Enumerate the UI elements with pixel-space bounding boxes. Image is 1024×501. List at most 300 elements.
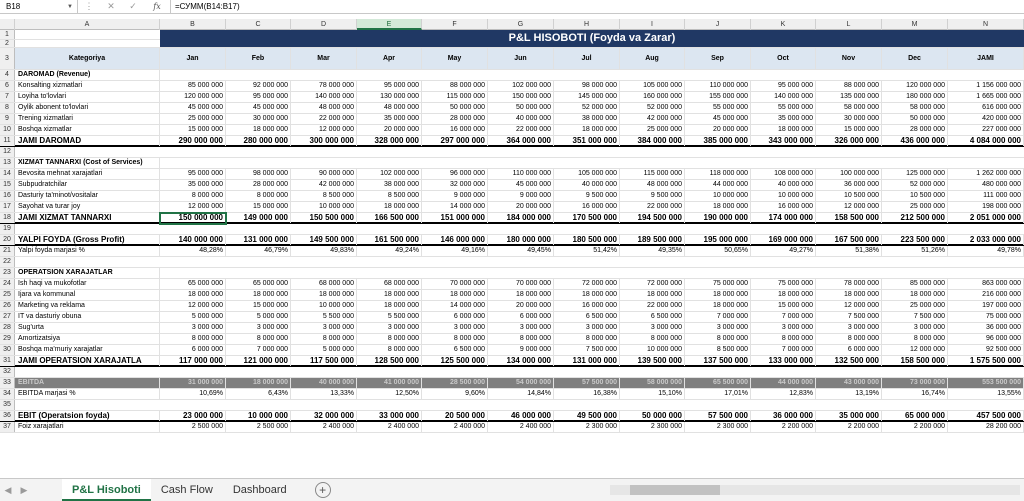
column-header-N[interactable]: N: [948, 19, 1024, 30]
cell-N[interactable]: 1 156 000 000: [948, 81, 1024, 91]
cell-N[interactable]: 1 575 500 000: [948, 356, 1024, 366]
cell-E[interactable]: 166 500 000: [357, 213, 422, 223]
cell-F[interactable]: 8 000 000: [422, 334, 488, 344]
cell-G[interactable]: 40 000 000: [488, 114, 554, 124]
column-header-E[interactable]: E: [357, 19, 422, 30]
cell-A[interactable]: EBITDA marjasi %: [15, 389, 160, 399]
cell-L[interactable]: 10 500 000: [816, 191, 882, 201]
cell-L[interactable]: 51,38%: [816, 246, 882, 256]
cell-B[interactable]: 85 000 000: [160, 81, 226, 91]
cell-C[interactable]: 2 500 000: [226, 422, 291, 432]
cell-K[interactable]: 7 000 000: [751, 312, 816, 322]
cell-I[interactable]: 3 000 000: [620, 323, 685, 333]
cell-N[interactable]: 13,55%: [948, 389, 1024, 399]
cell-J[interactable]: 45 000 000: [685, 114, 751, 124]
cell-H[interactable]: 57 500 000: [554, 378, 620, 388]
cell-K[interactable]: 75 000 000: [751, 279, 816, 289]
cell-L[interactable]: 78 000 000: [816, 279, 882, 289]
cell-B[interactable]: 117 000 000: [160, 356, 226, 366]
cell-M[interactable]: 2 200 000: [882, 422, 948, 432]
cell-F[interactable]: 115 000 000: [422, 92, 488, 102]
cell-L[interactable]: Nov: [816, 48, 882, 69]
cell-C[interactable]: 8 000 000: [226, 191, 291, 201]
cell-M[interactable]: 158 500 000: [882, 356, 948, 366]
cell-I[interactable]: 22 000 000: [620, 202, 685, 212]
cell-L[interactable]: 88 000 000: [816, 81, 882, 91]
cell-H[interactable]: 2 300 000: [554, 422, 620, 432]
cell-A[interactable]: Konsalting xizmatlari: [15, 81, 160, 91]
cell-K[interactable]: 36 000 000: [751, 411, 816, 421]
cell-J[interactable]: 18 000 000: [685, 290, 751, 300]
cell-D[interactable]: 10 000 000: [291, 301, 357, 311]
cell-F[interactable]: 9 000 000: [422, 191, 488, 201]
row-header[interactable]: 13: [0, 158, 15, 168]
column-header-C[interactable]: C: [226, 19, 291, 30]
cell-F[interactable]: 146 000 000: [422, 235, 488, 245]
cell-I[interactable]: 139 500 000: [620, 356, 685, 366]
cell-E[interactable]: 3 000 000: [357, 323, 422, 333]
cell-E[interactable]: 130 000 000: [357, 92, 422, 102]
cell-A[interactable]: YALPI FOYDA (Gross Profit): [15, 235, 160, 245]
cell-E[interactable]: 102 000 000: [357, 169, 422, 179]
cell-J[interactable]: 8 000 000: [685, 334, 751, 344]
column-header-F[interactable]: F: [422, 19, 488, 30]
cell-G[interactable]: 8 000 000: [488, 334, 554, 344]
cell-E[interactable]: 18 000 000: [357, 202, 422, 212]
cell-N[interactable]: 92 500 000: [948, 345, 1024, 355]
row-header[interactable]: 3: [0, 48, 15, 69]
cell-G[interactable]: 70 000 000: [488, 279, 554, 289]
cell-L[interactable]: 6 000 000: [816, 345, 882, 355]
cell-I[interactable]: 72 000 000: [620, 279, 685, 289]
cell-E[interactable]: 18 000 000: [357, 301, 422, 311]
cell-B[interactable]: 140 000 000: [160, 235, 226, 245]
cell-M[interactable]: 28 000 000: [882, 125, 948, 135]
cell-B[interactable]: Jan: [160, 48, 226, 69]
cell-J[interactable]: 55 000 000: [685, 103, 751, 113]
cell-L[interactable]: 43 000 000: [816, 378, 882, 388]
cell-E[interactable]: 33 000 000: [357, 411, 422, 421]
cell-M[interactable]: Dec: [882, 48, 948, 69]
cell-J[interactable]: 195 000 000: [685, 235, 751, 245]
cell-N[interactable]: 96 000 000: [948, 334, 1024, 344]
cell-B[interactable]: 290 000 000: [160, 136, 226, 146]
row-header[interactable]: 4: [0, 70, 15, 80]
cell-N[interactable]: 480 000 000: [948, 180, 1024, 190]
cell-K[interactable]: 15 000 000: [751, 301, 816, 311]
cell-K[interactable]: 140 000 000: [751, 92, 816, 102]
cell-B[interactable]: 10,69%: [160, 389, 226, 399]
cell-N[interactable]: 4 084 000 000: [948, 136, 1024, 146]
cell-J[interactable]: 75 000 000: [685, 279, 751, 289]
cell-C[interactable]: 46,79%: [226, 246, 291, 256]
cell-E[interactable]: 161 500 000: [357, 235, 422, 245]
cell-M[interactable]: 436 000 000: [882, 136, 948, 146]
cell-A[interactable]: Subpudratchilar: [15, 180, 160, 190]
cell-A[interactable]: Sayohat va turar joy: [15, 202, 160, 212]
row-header[interactable]: 19: [0, 224, 15, 234]
cell-G[interactable]: 2 400 000: [488, 422, 554, 432]
cell-A[interactable]: Amortizatsiya: [15, 334, 160, 344]
cell-K[interactable]: 169 000 000: [751, 235, 816, 245]
cell-H[interactable]: 131 000 000: [554, 356, 620, 366]
cell-F[interactable]: 297 000 000: [422, 136, 488, 146]
cell-M[interactable]: 51,26%: [882, 246, 948, 256]
cell-N[interactable]: 227 000 000: [948, 125, 1024, 135]
cell-J[interactable]: 50,65%: [685, 246, 751, 256]
cell-M[interactable]: 16,74%: [882, 389, 948, 399]
cell-J[interactable]: 118 000 000: [685, 169, 751, 179]
cell-D[interactable]: 49,83%: [291, 246, 357, 256]
row-header[interactable]: 16: [0, 191, 15, 201]
cell-M[interactable]: 52 000 000: [882, 180, 948, 190]
cell-A[interactable]: Dasturiy ta'minot/vositalar: [15, 191, 160, 201]
cell-C[interactable]: 6,43%: [226, 389, 291, 399]
cell-C[interactable]: 149 000 000: [226, 213, 291, 223]
row-header[interactable]: 25: [0, 290, 15, 300]
cell-A[interactable]: JAMI DAROMAD: [15, 136, 160, 146]
cell-H[interactable]: 72 000 000: [554, 279, 620, 289]
cell-D[interactable]: 12 000 000: [291, 125, 357, 135]
cell-G[interactable]: 3 000 000: [488, 323, 554, 333]
cell-J[interactable]: Sep: [685, 48, 751, 69]
cell-M[interactable]: 65 000 000: [882, 411, 948, 421]
row-header[interactable]: 17: [0, 202, 15, 212]
column-header-G[interactable]: G: [488, 19, 554, 30]
cell-I[interactable]: 42 000 000: [620, 114, 685, 124]
cell-G[interactable]: 49,45%: [488, 246, 554, 256]
cell-D[interactable]: 5 000 000: [291, 345, 357, 355]
cell-B[interactable]: 35 000 000: [160, 180, 226, 190]
cell-L[interactable]: 18 000 000: [816, 290, 882, 300]
cell-G[interactable]: 22 000 000: [488, 125, 554, 135]
cell-L[interactable]: 135 000 000: [816, 92, 882, 102]
cell-M[interactable]: 58 000 000: [882, 103, 948, 113]
cell-L[interactable]: 100 000 000: [816, 169, 882, 179]
sheet-tab-1[interactable]: Cash Flow: [160, 484, 213, 496]
row-header[interactable]: 15: [0, 180, 15, 190]
cell-E[interactable]: 48 000 000: [357, 103, 422, 113]
cell-F[interactable]: 96 000 000: [422, 169, 488, 179]
cell-F[interactable]: 125 500 000: [422, 356, 488, 366]
cell-B[interactable]: 12 000 000: [160, 301, 226, 311]
cell-M[interactable]: 3 000 000: [882, 323, 948, 333]
cell-C[interactable]: 7 000 000: [226, 345, 291, 355]
cell-H[interactable]: Jul: [554, 48, 620, 69]
cell-G[interactable]: 150 000 000: [488, 92, 554, 102]
cell-K[interactable]: 8 000 000: [751, 334, 816, 344]
cell-H[interactable]: 16,38%: [554, 389, 620, 399]
column-header-J[interactable]: J: [685, 19, 751, 30]
cell-H[interactable]: 7 500 000: [554, 345, 620, 355]
cell-N[interactable]: 616 000 000: [948, 103, 1024, 113]
row-header[interactable]: 31: [0, 356, 15, 366]
cell-E[interactable]: 8 000 000: [357, 345, 422, 355]
cell-I[interactable]: 15,10%: [620, 389, 685, 399]
cell-J[interactable]: 17,01%: [685, 389, 751, 399]
cell-G[interactable]: 110 000 000: [488, 169, 554, 179]
cell-G[interactable]: 134 000 000: [488, 356, 554, 366]
cell-D[interactable]: 13,33%: [291, 389, 357, 399]
cell-A[interactable]: JAMI XIZMAT TANNARXI: [15, 213, 160, 223]
cell-D[interactable]: 300 000 000: [291, 136, 357, 146]
cell-G[interactable]: 46 000 000: [488, 411, 554, 421]
cell-E[interactable]: 41 000 000: [357, 378, 422, 388]
cell-B[interactable]: 23 000 000: [160, 411, 226, 421]
confirm-icon[interactable]: ✓: [129, 1, 137, 11]
cell-A[interactable]: Marketing va reklama: [15, 301, 160, 311]
cell-G[interactable]: 20 000 000: [488, 202, 554, 212]
cell-B[interactable]: 12 000 000: [160, 202, 226, 212]
cell-L[interactable]: 3 000 000: [816, 323, 882, 333]
cell-C[interactable]: 121 000 000: [226, 356, 291, 366]
cell-L[interactable]: 36 000 000: [816, 180, 882, 190]
cell-G[interactable]: 45 000 000: [488, 180, 554, 190]
cell-C[interactable]: 10 000 000: [226, 411, 291, 421]
cell-K[interactable]: 55 000 000: [751, 103, 816, 113]
cell-I[interactable]: 48 000 000: [620, 180, 685, 190]
cell-C[interactable]: 28 000 000: [226, 180, 291, 190]
cell-C[interactable]: 5 000 000: [226, 312, 291, 322]
column-header-L[interactable]: L: [816, 19, 882, 30]
cell-I[interactable]: 115 000 000: [620, 169, 685, 179]
cell-E[interactable]: 8 500 000: [357, 191, 422, 201]
cell-D[interactable]: 78 000 000: [291, 81, 357, 91]
cell-K[interactable]: 3 000 000: [751, 323, 816, 333]
cell-D[interactable]: 22 000 000: [291, 114, 357, 124]
cell-J[interactable]: 10 000 000: [685, 191, 751, 201]
cell-L[interactable]: 12 000 000: [816, 301, 882, 311]
cell-K[interactable]: Oct: [751, 48, 816, 69]
cell-L[interactable]: 35 000 000: [816, 411, 882, 421]
cell-I[interactable]: 194 500 000: [620, 213, 685, 223]
cell-F[interactable]: 9,60%: [422, 389, 488, 399]
cell-A[interactable]: Yalpi foyda marjasi %: [15, 246, 160, 256]
cell-E[interactable]: 49,24%: [357, 246, 422, 256]
row-header[interactable]: 18: [0, 213, 15, 223]
cell-C[interactable]: 92 000 000: [226, 81, 291, 91]
cell-J[interactable]: 20 000 000: [685, 125, 751, 135]
cell-E[interactable]: 5 500 000: [357, 312, 422, 322]
cell-H[interactable]: 49 500 000: [554, 411, 620, 421]
cell-B[interactable]: 150 000 000: [160, 213, 226, 223]
cell-H[interactable]: 18 000 000: [554, 125, 620, 135]
cell-M[interactable]: 12 000 000: [882, 345, 948, 355]
sheet-tab-0[interactable]: P&L Hisoboti: [62, 479, 151, 501]
cell-C[interactable]: 3 000 000: [226, 323, 291, 333]
cell-I[interactable]: 105 000 000: [620, 81, 685, 91]
cell-J[interactable]: 190 000 000: [685, 213, 751, 223]
cell-L[interactable]: 15 000 000: [816, 125, 882, 135]
cell-H[interactable]: 16 000 000: [554, 301, 620, 311]
cell-J[interactable]: 137 500 000: [685, 356, 751, 366]
cell-D[interactable]: 140 000 000: [291, 92, 357, 102]
cell-D[interactable]: 149 500 000: [291, 235, 357, 245]
cell-N[interactable]: JAMI: [948, 48, 1024, 69]
cell-L[interactable]: 7 500 000: [816, 312, 882, 322]
cell-L[interactable]: 326 000 000: [816, 136, 882, 146]
row-header[interactable]: 36: [0, 411, 15, 421]
cell-D[interactable]: Mar: [291, 48, 357, 69]
cell-I[interactable]: 52 000 000: [620, 103, 685, 113]
cell-N[interactable]: 111 000 000: [948, 191, 1024, 201]
row-header[interactable]: 23: [0, 268, 15, 278]
row-header[interactable]: 10: [0, 125, 15, 135]
cell-J[interactable]: 8 500 000: [685, 345, 751, 355]
cell-L[interactable]: 167 500 000: [816, 235, 882, 245]
cell-F[interactable]: 6 500 000: [422, 345, 488, 355]
cell-H[interactable]: 180 500 000: [554, 235, 620, 245]
cell-F[interactable]: 14 000 000: [422, 202, 488, 212]
cell-N[interactable]: 1 262 000 000: [948, 169, 1024, 179]
cell-B[interactable]: 6 000 000: [160, 345, 226, 355]
cell-A[interactable]: EBITDA: [15, 378, 160, 388]
cell-C[interactable]: 18 000 000: [226, 378, 291, 388]
cell-N[interactable]: 36 000 000: [948, 323, 1024, 333]
cell-F[interactable]: 28 500 000: [422, 378, 488, 388]
cell-D[interactable]: 68 000 000: [291, 279, 357, 289]
cell-D[interactable]: 10 000 000: [291, 202, 357, 212]
cell-G[interactable]: 54 000 000: [488, 378, 554, 388]
cell-K[interactable]: 12,83%: [751, 389, 816, 399]
scroll-right-icon[interactable]: ▶: [20, 484, 28, 495]
column-header-I[interactable]: I: [620, 19, 685, 30]
cell-M[interactable]: 85 000 000: [882, 279, 948, 289]
cell-B[interactable]: 31 000 000: [160, 378, 226, 388]
cell-L[interactable]: 158 500 000: [816, 213, 882, 223]
cell-F[interactable]: 32 000 000: [422, 180, 488, 190]
formula-input[interactable]: =СУММ(B14:B17): [170, 0, 240, 13]
cell-A[interactable]: Sug'urta: [15, 323, 160, 333]
cell-B[interactable]: 15 000 000: [160, 125, 226, 135]
cell-D[interactable]: 5 500 000: [291, 312, 357, 322]
cell-E[interactable]: 95 000 000: [357, 81, 422, 91]
cell-D[interactable]: 2 400 000: [291, 422, 357, 432]
cell-F[interactable]: 20 500 000: [422, 411, 488, 421]
cell-G[interactable]: 50 000 000: [488, 103, 554, 113]
cell-H[interactable]: 52 000 000: [554, 103, 620, 113]
cell-H[interactable]: 16 000 000: [554, 202, 620, 212]
cell-E[interactable]: 35 000 000: [357, 114, 422, 124]
sheet-tab-2[interactable]: Dashboard: [232, 484, 287, 496]
cell-E[interactable]: 2 400 000: [357, 422, 422, 432]
row-header[interactable]: 11: [0, 136, 15, 146]
cell-I[interactable]: 22 000 000: [620, 301, 685, 311]
cell-I[interactable]: 160 000 000: [620, 92, 685, 102]
cell-M[interactable]: 120 000 000: [882, 81, 948, 91]
cell-M[interactable]: 212 500 000: [882, 213, 948, 223]
cell-K[interactable]: 18 000 000: [751, 290, 816, 300]
cell-N[interactable]: 198 000 000: [948, 202, 1024, 212]
cell-D[interactable]: 18 000 000: [291, 290, 357, 300]
cell-B[interactable]: 95 000 000: [160, 169, 226, 179]
cell-K[interactable]: 7 000 000: [751, 345, 816, 355]
cell-A[interactable]: Ish haqi va mukofotlar: [15, 279, 160, 289]
cell-E[interactable]: 12,50%: [357, 389, 422, 399]
name-box[interactable]: [0, 0, 78, 13]
cell-L[interactable]: 132 500 000: [816, 356, 882, 366]
cell-D[interactable]: 90 000 000: [291, 169, 357, 179]
cell-B[interactable]: 3 000 000: [160, 323, 226, 333]
cell-M[interactable]: 10 500 000: [882, 191, 948, 201]
row-header[interactable]: 28: [0, 323, 15, 333]
cell-D[interactable]: 42 000 000: [291, 180, 357, 190]
cell-K[interactable]: 174 000 000: [751, 213, 816, 223]
cell-K[interactable]: 95 000 000: [751, 81, 816, 91]
cell-B[interactable]: 8 000 000: [160, 334, 226, 344]
cell-H[interactable]: 98 000 000: [554, 81, 620, 91]
cell-B[interactable]: 2 500 000: [160, 422, 226, 432]
cell-H[interactable]: 9 500 000: [554, 191, 620, 201]
select-all-corner[interactable]: [0, 19, 15, 30]
cell-H[interactable]: 145 000 000: [554, 92, 620, 102]
cell-A[interactable]: IT va dasturiy obuna: [15, 312, 160, 322]
cell-K[interactable]: 44 000 000: [751, 378, 816, 388]
cell-K[interactable]: 18 000 000: [751, 125, 816, 135]
row-header[interactable]: 21: [0, 246, 15, 256]
row-header[interactable]: 35: [0, 400, 15, 410]
cell-H[interactable]: 51,42%: [554, 246, 620, 256]
cell-K[interactable]: 35 000 000: [751, 114, 816, 124]
cell-G[interactable]: 9 000 000: [488, 191, 554, 201]
cell-D[interactable]: 8 500 000: [291, 191, 357, 201]
cell-I[interactable]: 58 000 000: [620, 378, 685, 388]
cell-K[interactable]: 10 000 000: [751, 191, 816, 201]
cell-G[interactable]: 184 000 000: [488, 213, 554, 223]
cell-E[interactable]: 20 000 000: [357, 125, 422, 135]
cell-I[interactable]: 189 500 000: [620, 235, 685, 245]
cell-F[interactable]: 70 000 000: [422, 279, 488, 289]
cell-A[interactable]: OPERATSION XARAJATLAR: [15, 268, 160, 278]
cell-A[interactable]: Boshqa ma'muriy xarajatlar: [15, 345, 160, 355]
cell-H[interactable]: 105 000 000: [554, 169, 620, 179]
cell-H[interactable]: 170 500 000: [554, 213, 620, 223]
row-header[interactable]: 33: [0, 378, 15, 388]
cell-F[interactable]: 88 000 000: [422, 81, 488, 91]
cell-A[interactable]: Kategoriya: [15, 48, 160, 69]
cell-J[interactable]: 65 500 000: [685, 378, 751, 388]
cell-D[interactable]: 150 500 000: [291, 213, 357, 223]
cell-C[interactable]: 95 000 000: [226, 92, 291, 102]
cell-E[interactable]: 18 000 000: [357, 290, 422, 300]
row-header[interactable]: 30: [0, 345, 15, 355]
cell-J[interactable]: 385 000 000: [685, 136, 751, 146]
cell-L[interactable]: 30 000 000: [816, 114, 882, 124]
cell-N[interactable]: 216 000 000: [948, 290, 1024, 300]
horizontal-scrollbar[interactable]: [610, 485, 1020, 495]
row-header[interactable]: 32: [0, 367, 15, 377]
cell-A[interactable]: Trening xizmatlari: [15, 114, 160, 124]
cell-J[interactable]: 110 000 000: [685, 81, 751, 91]
cell-B[interactable]: 48,28%: [160, 246, 226, 256]
cell-B[interactable]: 45 000 000: [160, 103, 226, 113]
scroll-left-icon[interactable]: ◀: [4, 484, 12, 495]
cell-I[interactable]: 6 500 000: [620, 312, 685, 322]
column-header-A[interactable]: A: [15, 19, 160, 30]
cell-F[interactable]: 18 000 000: [422, 290, 488, 300]
cell-G[interactable]: 20 000 000: [488, 301, 554, 311]
cell-K[interactable]: 108 000 000: [751, 169, 816, 179]
cell-D[interactable]: 32 000 000: [291, 411, 357, 421]
cell-N[interactable]: 1 665 000 000: [948, 92, 1024, 102]
cell-N[interactable]: 2 033 000 000: [948, 235, 1024, 245]
row-header[interactable]: 26: [0, 301, 15, 311]
cell-E[interactable]: 68 000 000: [357, 279, 422, 289]
cell-J[interactable]: 2 300 000: [685, 422, 751, 432]
cell-D[interactable]: 3 000 000: [291, 323, 357, 333]
cell-A[interactable]: XIZMAT TANNARXI (Cost of Services): [15, 158, 160, 168]
cell-A[interactable]: Bevosita mehnat xarajatlari: [15, 169, 160, 179]
